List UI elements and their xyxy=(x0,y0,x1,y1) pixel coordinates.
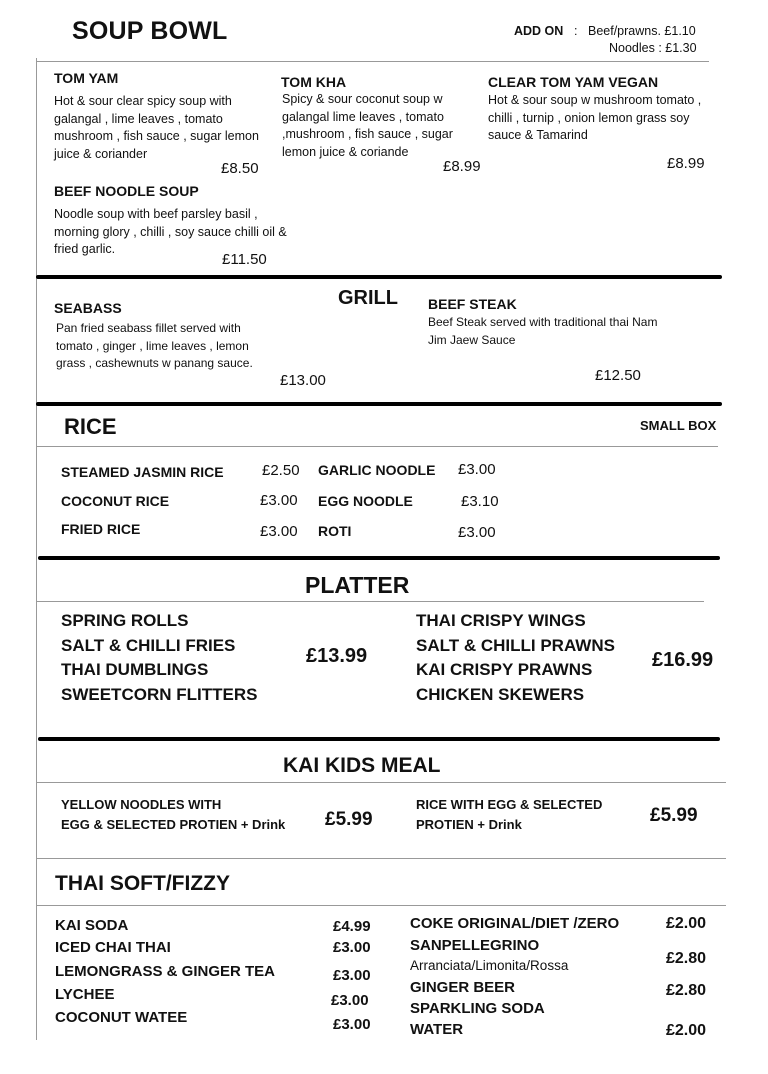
drink-name: LEMONGRASS & GINGER TEA xyxy=(55,963,276,980)
drink-price: £2.80 xyxy=(666,982,707,999)
rice-item-name: COCONUT RICE xyxy=(61,493,170,509)
section-divider xyxy=(36,275,722,279)
rice-item-price: £3.00 xyxy=(458,461,496,478)
platter-item: THAI DUMBLINGS xyxy=(61,660,209,679)
menu-item-price: £8.50 xyxy=(221,160,259,177)
kids-meal-desc: EGG & SELECTED PROTIEN + Drink xyxy=(61,817,286,832)
soup-top-divider xyxy=(36,61,709,62)
menu-item-description: Pan fried seabass fillet served with tomato , ginger , lime leaves , lemon grass , cashewnuts w panang sauce. xyxy=(56,321,253,370)
menu-item-price: £13.00 xyxy=(280,372,326,389)
menu-item-name: BEEF STEAK xyxy=(428,296,517,312)
drink-name: KAI SODA xyxy=(55,917,129,934)
rice-item-name: FRIED RICE xyxy=(61,521,141,537)
addon-label: ADD ON xyxy=(514,24,564,38)
drink-price: £4.99 xyxy=(333,918,371,935)
kids-meal-desc: YELLOW NOODLES WITH xyxy=(61,797,222,812)
drink-price: £2.00 xyxy=(666,915,707,932)
menu-item-price: £8.99 xyxy=(667,155,705,172)
drink-price: £3.00 xyxy=(333,939,371,956)
rice-item-name: EGG NOODLE xyxy=(318,493,413,509)
rice-section-title: RICE xyxy=(64,414,117,439)
platter-item: SWEETCORN FLITTERS xyxy=(61,685,258,704)
platter-item: SPRING ROLLS xyxy=(61,611,189,630)
drink-name: COCONUT WATEE xyxy=(55,1009,188,1026)
drink-name: ICED CHAI THAI xyxy=(55,939,171,956)
menu-item-name: SEABASS xyxy=(54,300,122,316)
menu-item-description: Noodle soup with beef parsley basil , morning glory , chilli , soy sauce chilli oil & fried garlic. xyxy=(54,207,287,256)
drink-price: £2.00 xyxy=(666,1022,707,1039)
section-divider xyxy=(38,737,720,741)
drinks-section-title: THAI SOFT/FIZZY xyxy=(55,872,230,895)
menu-item-price: £12.50 xyxy=(595,367,641,384)
drink-name: COKE ORIGINAL/DIET /ZERO xyxy=(410,915,620,932)
section-divider xyxy=(36,402,722,406)
kids-section-title: KAI KIDS MEAL xyxy=(283,754,441,777)
platter-price-left: £13.99 xyxy=(306,645,368,667)
rice-item-name: ROTI xyxy=(318,523,352,539)
kids-meal-desc: PROTIEN + Drink xyxy=(416,817,522,832)
menu-item-description: Hot & sour clear spicy soup with galangal , lime leaves , tomato mushroom , fish sauce , sugar lemon juice & coriander xyxy=(54,94,259,161)
menu-item-name: TOM KHA xyxy=(281,74,347,90)
drink-name: GINGER BEER xyxy=(410,979,516,996)
platter-item: KAI CRISPY PRAWNS xyxy=(416,660,593,679)
drink-name: LYCHEE xyxy=(55,986,115,1003)
drink-price: £3.00 xyxy=(331,992,369,1009)
addon-beef-prawns: Beef/prawns. £1.10 xyxy=(588,24,696,38)
menu-item-price: £8.99 xyxy=(443,158,481,175)
rice-item-name: GARLIC NOODLE xyxy=(318,462,436,478)
rice-header-divider xyxy=(36,446,718,447)
kids-meal-price: £5.99 xyxy=(325,809,373,830)
grill-section-title: GRILL xyxy=(338,287,398,309)
menu-item-price: £11.50 xyxy=(222,251,267,268)
soup-section-title: SOUP BOWL xyxy=(72,17,228,45)
drink-name: WATER xyxy=(410,1021,464,1038)
addon-separator: : xyxy=(574,24,578,38)
menu-item-name: CLEAR TOM YAM VEGAN xyxy=(488,74,659,90)
rice-item-price: £3.00 xyxy=(260,523,298,540)
rice-item-name: STEAMED JASMIN RICE xyxy=(61,464,224,480)
drink-price: £2.80 xyxy=(666,950,707,967)
platter-price-right: £16.99 xyxy=(652,649,714,671)
kids-meal-price: £5.99 xyxy=(650,805,698,826)
menu-item-description: Hot & sour soup w mushroom tomato , chilli , turnip , onion lemon grass soy sauce & Tamarind xyxy=(488,93,702,142)
rice-note: SMALL BOX xyxy=(640,418,717,433)
section-divider-thin xyxy=(36,858,726,859)
drink-price: £3.00 xyxy=(333,1016,371,1033)
drink-subtitle: Arranciata/Limonita/Rossa xyxy=(410,958,569,973)
rice-item-price: £3.00 xyxy=(458,524,496,541)
menu-item-name: TOM YAM xyxy=(54,70,119,86)
kids-meal-desc: RICE WITH EGG & SELECTED xyxy=(416,797,603,812)
kids-header-divider xyxy=(36,782,726,783)
rice-item-price: £2.50 xyxy=(262,462,300,479)
drink-name: SANPELLEGRINO xyxy=(410,937,540,954)
platter-section-title: PLATTER xyxy=(305,572,410,598)
menu-item-description: Beef Steak served with traditional thai Nam Jim Jaew Sauce xyxy=(428,315,658,347)
section-divider xyxy=(38,556,720,560)
platter-item: THAI CRISPY WINGS xyxy=(416,611,586,630)
rice-item-price: £3.00 xyxy=(260,492,298,509)
drink-name: SPARKLING SODA xyxy=(410,1000,545,1017)
drinks-header-divider xyxy=(36,905,726,906)
platter-item: SALT & CHILLI FRIES xyxy=(61,636,236,655)
platter-item: CHICKEN SKEWERS xyxy=(416,685,585,704)
platter-header-divider xyxy=(36,601,704,602)
left-border xyxy=(36,58,37,1040)
platter-item: SALT & CHILLI PRAWNS xyxy=(416,636,615,655)
addon-noodles: Noodles : £1.30 xyxy=(609,41,697,55)
drink-price: £3.00 xyxy=(333,967,371,984)
menu-item-name: BEEF NOODLE SOUP xyxy=(54,183,199,199)
menu-item-description: Spicy & sour coconut soup w galangal lime leaves , tomato ,mushroom , fish sauce , sugar lemon juice & coriande xyxy=(282,92,453,159)
rice-item-price: £3.10 xyxy=(461,493,499,510)
